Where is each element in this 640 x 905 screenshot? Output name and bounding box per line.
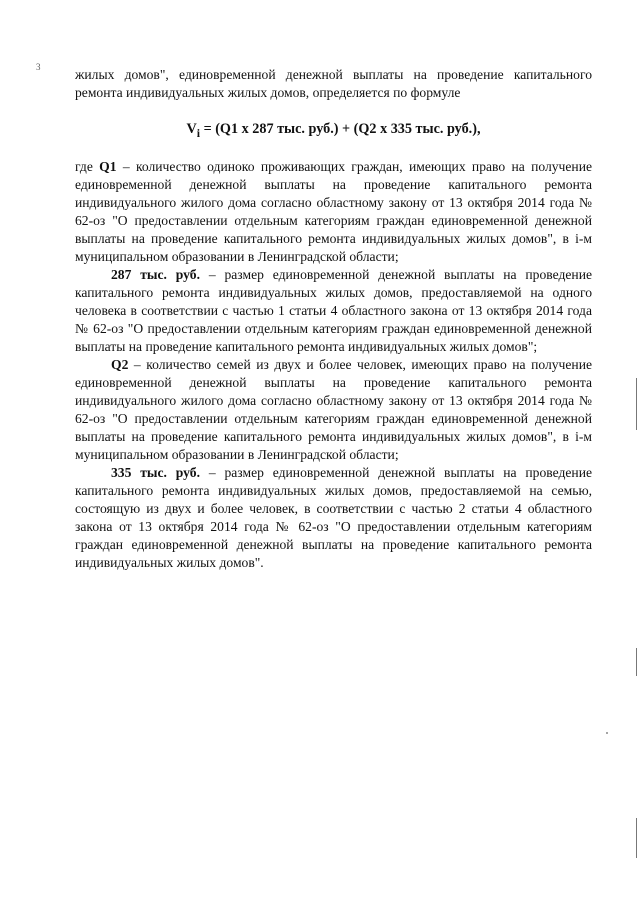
scan-speck: [606, 732, 608, 734]
scan-edge-line: [636, 818, 637, 858]
definition-q1-text: – количество одиноко проживающих граждан, имеющих право на получение единовременной денежной выплаты на проведение капитального ремонта индивидуального жилого дома согласно областному закону от 13 октября 2014 года № 62-оз "О предоставлении отдельным категориям граждан единовременной денежной выплаты на проведение капитального ремонта индивидуальных жилых домов", в i-м муниципальном образовании в Ленинградской области;: [75, 158, 592, 264]
term-287: 287 тыс. руб.: [111, 266, 200, 282]
term-335: 335 тыс. руб.: [111, 464, 200, 480]
term-q2: Q2: [111, 356, 129, 372]
definition-q2: [75, 356, 592, 464]
definition-335: [75, 464, 592, 572]
definition-335-text: – размер единовременной денежной выплаты на проведение капитального ремонта индивидуальных жилых домов, предоставляемой на семью, состоящую из двух и более человек, в соответствии с частью 2 статьи 4 областного закона от 13 октября 2014 года № 62-оз "О предоставлении отдельным категориям граждан единовременной денежной выплаты на проведение капитального ремонта индивидуальных жилых домов".: [75, 464, 593, 570]
formula: [75, 120, 592, 142]
definition-prefix: где: [75, 158, 100, 174]
intro-paragraph: жилых домов", единовременной денежной выплаты на проведение капитального ремонта индивидуальных жилых домов, определяется по формуле: [75, 67, 592, 100]
margin-mark: 3: [36, 62, 41, 72]
scan-edge-line: [636, 378, 637, 430]
term-q1: Q1: [99, 158, 117, 174]
document-page: [75, 66, 592, 572]
formula-subscript: i: [196, 125, 201, 140]
definition-q2-text: – количество семей из двух и более человек, имеющих право на получение единовременной денежной выплаты на проведение капитального ремонта индивидуального жилого дома согласно областному закону от 13 октября 2014 года № 62-оз "О предоставлении отдельным категориям граждан единовременной денежной выплаты на проведение капитального ремонта индивидуальных жилых домов", в i-м муниципальном образовании в Ленинградской области;: [75, 356, 592, 462]
scan-edge-line: [636, 648, 637, 676]
formula-variable: V: [186, 121, 197, 137]
definition-q1: [75, 158, 592, 266]
formula-expression: = (Q1 х 287 тыс. руб.) + (Q2 х 335 тыс. руб.),: [200, 121, 481, 137]
definition-287: [75, 266, 592, 356]
definition-287-text: – размер единовременной денежной выплаты на проведение капитального ремонта индивидуальных жилых домов, предоставляемой на одного человека в соответствии с частью 1 статьи 4 областного закона от 13 октября 2014 года № 62-оз "О предоставлении отдельным категориям граждан единовременной денежной выплаты на проведение капитального ремонта индивидуальных жилых домов";: [75, 266, 593, 354]
